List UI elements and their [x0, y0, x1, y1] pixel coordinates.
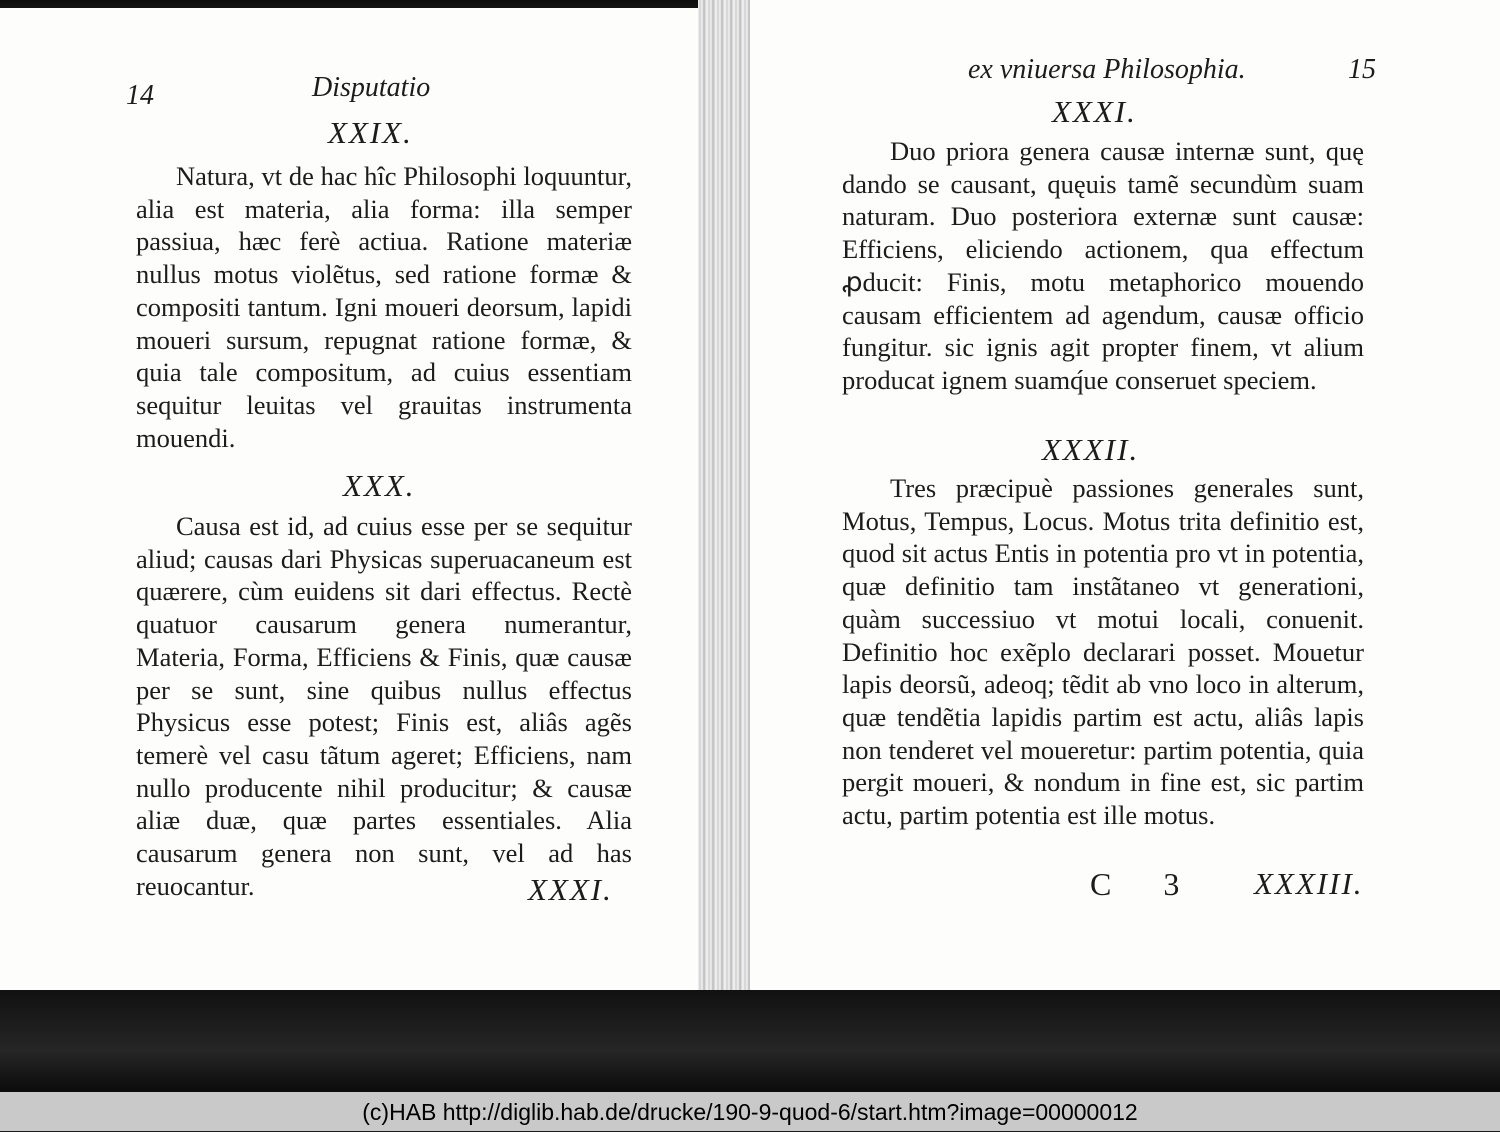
section-paragraph: Causa est id, ad cuius esse per se sequitur aliud; causas dari Physicas superuacaneum est quærere, cùm euidens sit dari effectus. Rectè quatuor causarum genera numerantur, Materia, Forma, Efficiens & Finis, quæ causæ per se sunt, sine quibus nullus effectus Physicus esse potest; Finis est, aliâs agẽs temerè vel casu tãtum ageret; Efficiens, nam nullo producente nihil producitur; & causæ aliæ duæ, quæ partes essentiales. Alia causarum genera non sunt, vel ad has reuocantur. [136, 511, 632, 901]
catchword: XXXIII. [1254, 866, 1364, 901]
catchword: XXXI. [528, 872, 613, 907]
book-gutter [698, 0, 752, 1090]
section-paragraph: Natura, vt de hac hîc Philosophi loquuntur, alia est materia, alia forma: illa semper passiua, hæc ferè actiua. Ratione materiæ nullus motus violẽtus, sed ratione formæ & compositi tantum. Igni moueri deorsum, lapidi moueri sursum, repugnat ratione formæ, & quia tale compositum, ad cuius essentiam sequitur leuitas vel grauitas instrumenta mouendi. [136, 161, 632, 453]
signature-mark: C 3 [1090, 866, 1202, 902]
section-paragraph: Duo priora genera causæ internæ sunt, quę dando se causant, quęuis tamẽ secundùm suam naturam. Duo posteriora externæ sunt causæ: Efficiens, eliciendo actionem, qua effectum ꝓducit: Finis, motu metaphorico mouendo causam efficientem ad agendum, causæ officio fungitur. sic ignis agit propter finem, vt alium producat ignem suamq́ue conseruet speciem. [842, 136, 1364, 395]
left-page [0, 8, 700, 998]
running-head: ex vniuersa Philosophia. [968, 54, 1246, 85]
section-heading: XXXI. [1052, 94, 1137, 129]
section-heading: XXXII. [1042, 432, 1140, 467]
section-paragraph: Tres præcipuè passiones generales sunt, Motus, Tempus, Locus. Motus trita definitio est, quod sit actus Entis in potentia pro vt in potentia, quæ definitio tam instãtaneo vt generationi, quàm successiuo vt motui locali, conuenit. Definitio hoc exẽplo declarari posset. Mouetur lapis deorsũ, adeoq; tẽdit ab vno loco in alterum, quæ tendẽtia lapidis partim est actu, aliâs lapis non tenderet vel moueretur: partim potentia, quia pergit moueri, & nondum in fine est, sic partim actu, partim potentia est ille motus. [842, 473, 1364, 831]
section-heading: XXX. [343, 468, 416, 503]
page-number: 14 [126, 80, 154, 111]
section-heading: XXIX. [328, 115, 413, 150]
page-number: 15 [1348, 54, 1376, 85]
running-head: Disputatio [312, 72, 431, 103]
right-page [750, 0, 1500, 995]
attribution-text: (c)HAB http://diglib.hab.de/drucke/190-9-quod-6/start.htm?image=00000012 [362, 1099, 1138, 1125]
attribution-footer [0, 1092, 1500, 1131]
scan-background-bottom [0, 990, 1500, 1092]
